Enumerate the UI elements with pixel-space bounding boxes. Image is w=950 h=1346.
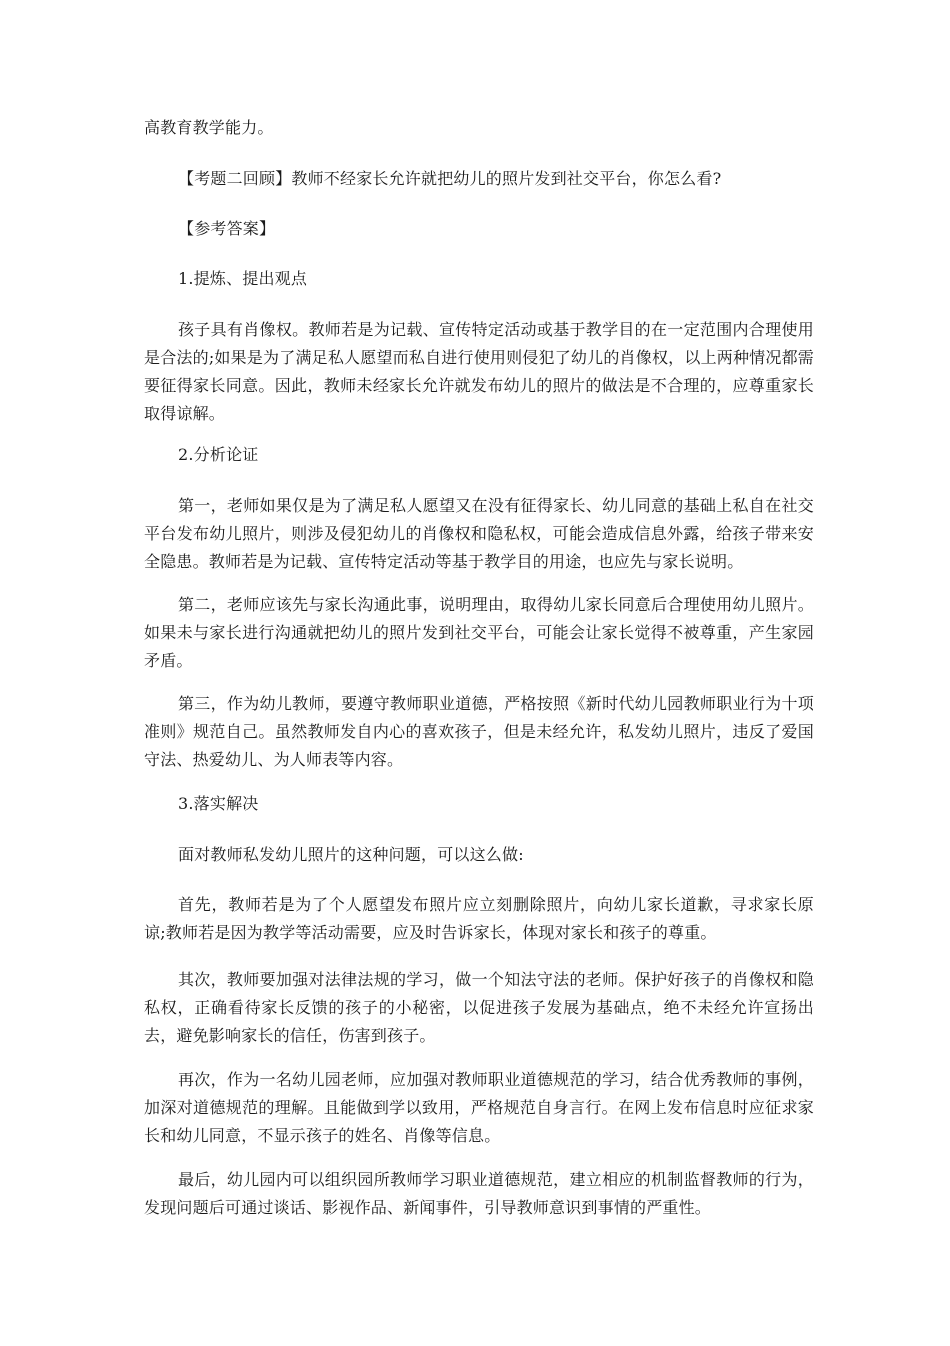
question-heading: 【考题二回顾】教师不经家长允许就把幼儿的照片发到社交平台，你怎么看? (178, 169, 722, 188)
solution-intro: 面对教师私发幼儿照片的这种问题，可以这么做: (178, 845, 524, 864)
argument-paragraph-1: 第一，老师如果仅是为了满足私人愿望又在没有征得家长、幼儿同意的基础上私自在社交平台发布幼儿照片，则涉及侵犯幼儿的肖像权和隐私权，可能会造成信息外露，给孩子带来安全隐患。教师若是为记载、宣传特定活动等基于教学目的用途，也应先与家长说明。 (144, 496, 814, 571)
section-heading-1: 1.提炼、提出观点 (178, 269, 308, 288)
section-heading-2: 2.分析论证 (178, 445, 259, 464)
solution-paragraph-4: 最后，幼儿园内可以组织园所教师学习职业道德规范，建立相应的机制监督教师的行为，发现问题后可通过谈话、影视作品、新闻事件，引导教师意识到事情的严重性。 (144, 1170, 814, 1217)
solution-paragraph-3: 再次，作为一名幼儿园老师，应加强对教师职业道德规范的学习，结合优秀教师的事例，加深对道德规范的理解。且能做到学以致用，严格规范自身言行。在网上发布信息时应征求家长和幼儿同意，不显示孩子的姓名、肖像等信息。 (144, 1070, 814, 1145)
solution-paragraph-2: 其次，教师要加强对法律法规的学习，做一个知法守法的老师。保护好孩子的肖像权和隐私权，正确看待家长反馈的孩子的小秘密，以促进孩子发展为基础点，绝不未经允许宣扬出去，避免影响家长的信任，伤害到孩子。 (144, 970, 814, 1045)
argument-paragraph-3: 第三，作为幼儿教师，要遵守教师职业道德，严格按照《新时代幼儿园教师职业行为十项准则》规范自己。虽然教师发自内心的喜欢孩子，但是未经允许，私发幼儿照片，违反了爱国守法、热爱幼儿、为人师表等内容。 (144, 694, 814, 769)
continuation-text: 高教育教学能力。 (144, 118, 274, 137)
argument-paragraph-2: 第二，老师应该先与家长沟通此事，说明理由，取得幼儿家长同意后合理使用幼儿照片。如果未与家长进行沟通就把幼儿的照片发到社交平台，可能会让家长觉得不被尊重，产生家园矛盾。 (144, 595, 814, 670)
solution-paragraph-1: 首先，教师若是为了个人愿望发布照片应立刻删除照片，向幼儿家长道歉，寻求家长原谅;教师若是因为教学等活动需要，应及时告诉家长，体现对家长和孩子的尊重。 (144, 895, 814, 942)
section-heading-3: 3.落实解决 (178, 794, 259, 813)
viewpoint-paragraph: 孩子具有肖像权。教师若是为记载、宣传特定活动或基于教学目的在一定范围内合理使用是合法的;如果是为了满足私人愿望而私自进行使用则侵犯了幼儿的肖像权，以上两种情况都需要征得家长同意。因此，教师未经家长允许就发布幼儿的照片的做法是不合理的，应尊重家长取得谅解。 (144, 320, 814, 423)
answer-heading: 【参考答案】 (178, 219, 276, 238)
